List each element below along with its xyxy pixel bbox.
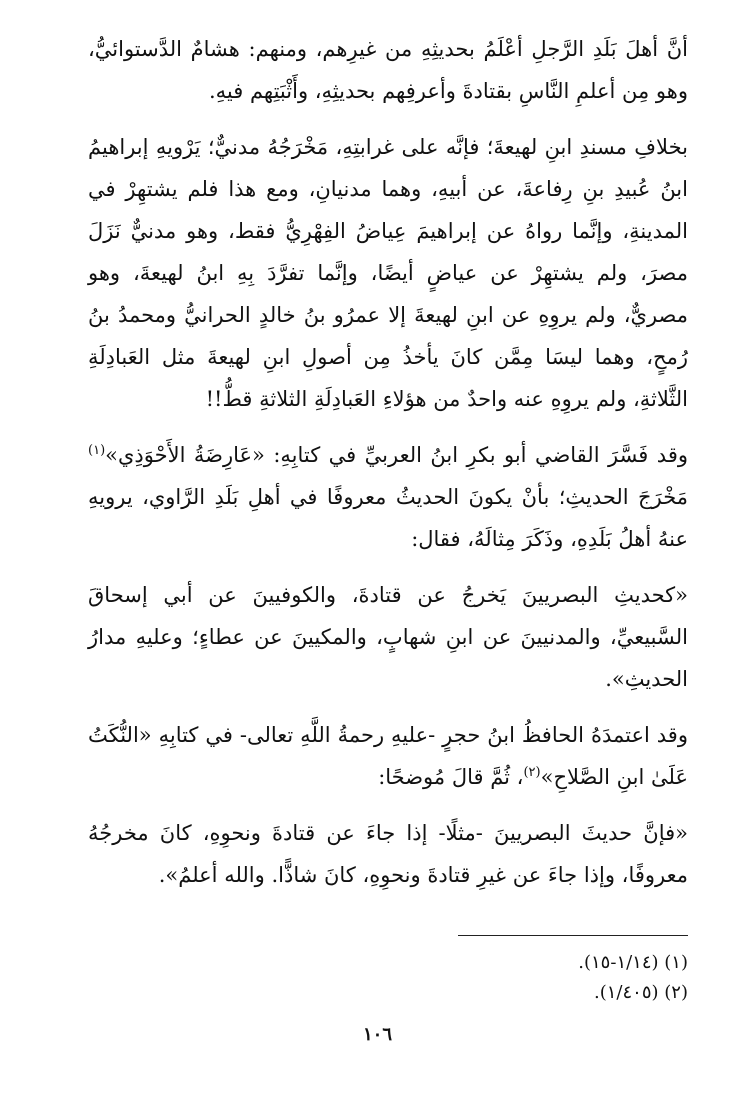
footnote-2: (٢) (١/٤٠٥). [594, 982, 688, 1003]
footnote-ref-2[interactable]: (٢) [523, 765, 541, 780]
quote-1: «كحديثِ البصريينَ يَخرجُ عن قتادةَ، والكوفيينَ عن أبي إسحاقَ السَّبيعيِّ، والمدنيينَ عن ابنِ شهابٍ، والمكيينَ عن عطاءٍ؛ وعليهِ مدارُ الحديثِ». [88, 583, 688, 691]
paragraph-5-text-b: ، ثُمَّ قالَ مُوضحًا: [378, 765, 524, 789]
page-body [88, 28, 688, 896]
paragraph-3-text-b: مَخْرَجَ الحديثِ؛ بأنْ يكونَ الحديثُ معروفًا في أهلِ بَلَدِ الرَّاوي، يرويهِ عنهُ أهلُ بَلَدِهِ، وذَكَرَ مِثالَهُ، فقال: [88, 485, 688, 551]
paragraph-3 [88, 434, 688, 560]
paragraph-1: أنَّ أهلَ بَلَدِ الرَّجلِ أعْلَمُ بحديثِهِ من غيرِهم، ومنهم: هشامٌ الدَّستوائيُّ، وهو مِن أعلمِ النَّاسِ بقتادةَ وأعرفِهم بحديثِهِ، وأَثْبَتِهم فيهِ. [88, 37, 688, 103]
footnote-divider [458, 935, 688, 936]
paragraph-5 [88, 714, 688, 798]
footnote-1: (١) (١/١٤-١٥). [578, 952, 688, 973]
paragraph-5-text-a: وقد اعتمدَهُ الحافظُ ابنُ حجرٍ -عليهِ رحمةُ اللَّهِ تعالى- في كتابِهِ «النُّكَتُ عَلَىٰ ابنِ الصَّلاحِ» [88, 723, 688, 789]
footnotes [88, 948, 688, 1008]
quote-2: «فإنَّ حديثَ البصريينَ -مثلًا- إذا جاءَ عن قتادةَ ونحوِهِ، كانَ مخرجُهُ معروفًا، وإذا جاءَ عن غيرِ قتادةَ ونحوِهِ، كانَ شاذًّا. والله أعلمُ». [88, 821, 688, 887]
paragraph-2: بخلافِ مسندِ ابنِ لهيعةَ؛ فإنَّه على غرابتِهِ، مَخْرَجُهُ مدنيٌّ؛ يَرْويهِ إبراهيمُ ابنُ عُبيدِ بنِ رِفاعةَ، عن أبيهِ، وهما مدنيانِ، ومع هذا فلم يشتهِرْ في المدينةِ، وإنَّما رواهُ عن إبراهيمَ عِياضُ الفِهْرِيُّ فقط، وهو مدنيٌّ نَزَلَ مصرَ، ولم يشتهِرْ عن عياضٍ أيضًا، وإنَّما تفرَّدَ بِهِ ابنُ لهيعةَ، وهو مصريٌّ، ولم يروِهِ عن ابنِ لهيعةَ إلا عمرُو بنُ خالدٍ الحرانيُّ ومحمدُ بنُ رُمحٍ، وهما ليسَا مِمَّن كانَ يأخذُ مِن أصولِ ابنِ لهيعةَ مثل العَبادِلَةِ الثَّلاثةِ، ولم يروِهِ عنه واحدٌ من هؤلاءِ العَبادِلَةِ الثلاثةِ قطُّ!! [88, 135, 688, 411]
footnote-ref-1[interactable]: (١) [88, 443, 106, 458]
page-number: ١٠٦ [362, 1024, 392, 1045]
paragraph-3-text-a: وقد فَسَّرَ القاضي أبو بكرِ ابنُ العربيِّ في كتابِهِ: «عَارِضَةُ الأَحْوَذِي» [105, 443, 688, 467]
